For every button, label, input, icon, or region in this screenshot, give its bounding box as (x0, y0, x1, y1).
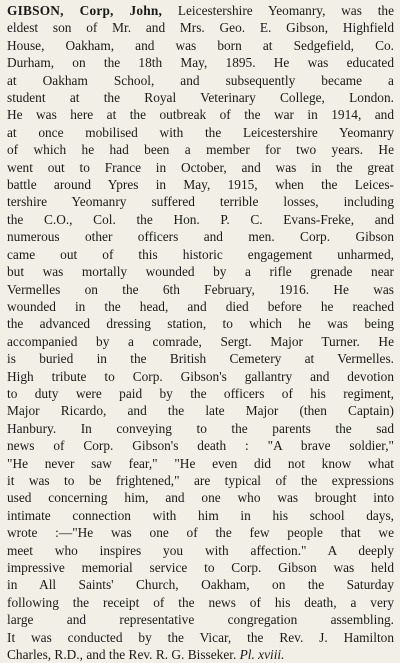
text-line: tershire Yeomanry suffered terrible losses, including (7, 194, 394, 210)
text-line: intimate connection with him in his school days, (7, 507, 394, 523)
text-line: wounded in the head, and died before he reached (7, 298, 394, 314)
text-line: High tribute to Corp. Gibson's gallantry and devotion (7, 368, 394, 384)
text-line: large and representative congregation assembling. (7, 612, 394, 628)
text-line: but was mortally wounded by a rifle grenade near (7, 264, 394, 280)
text-line: at Oakham School, and subsequently became a (7, 72, 394, 88)
text-line-final: It was conducted by the Vicar, the Rev. J. Hamilton (7, 629, 394, 645)
text-line: battle around Ypres in May, 1915, when the Leices- (7, 177, 394, 193)
text-line-closing (7, 646, 394, 663)
text-line: used concerning him, and one who was brought into (7, 490, 394, 506)
text-line: impressive memorial service to Corp. Gibson was held (7, 560, 394, 575)
text-line: of which he had been a member for two years. He (7, 142, 394, 158)
text-line: came out of this historic engagement unharmed, (7, 246, 394, 262)
text-line-1 (7, 2, 394, 19)
text-line: House, Oakham, and was born at Sedgefield, Co. (7, 37, 394, 53)
entry-heading: GIBSON, Corp, John, (7, 3, 163, 18)
text-line: went out to France in October, and was in the great (7, 159, 394, 175)
entry-first-line-text: Leicestershire Yeomanry, was the (177, 3, 394, 18)
text-line: it was to be frightened," are typical of the expressions (7, 472, 394, 488)
text-line: is buried in the British Cemetery at Vermelles. (7, 351, 394, 367)
text-line: wrote :—"He was one of the few people that we (7, 525, 394, 541)
text-line: following the receipt of the news of his death, a very (7, 594, 394, 610)
text-line: He was here at the outbreak of the war in 1914, and (7, 107, 394, 123)
text-line: in All Saints' Church, Oakham, on the Saturday (7, 577, 394, 593)
text-line: accompanied by a comrade, Sergt. Major Turner. He (7, 333, 394, 349)
text-line: student at the Royal Veterinary College, London. (7, 90, 394, 106)
text-line: Durham, on the 18th May, 1895. He was educated (7, 55, 394, 71)
text-line: eldest son of Mr. and Mrs. Geo. E. Gibson, Highfield (7, 20, 394, 36)
text-line: the advanced dressing station, to which he was being (7, 316, 394, 332)
text-line: the C.O., Col. the Hon. P. C. Evans-Freke, and (7, 211, 394, 227)
text-line: Major Ricardo, and the late Major (then Captain) (7, 403, 394, 419)
text-line: to duty were paid by the officers of his regiment, (7, 385, 394, 401)
closing-text: Charles, R.D., and the Rev. R. G. Bisseker. (7, 647, 237, 663)
entry-body (7, 19, 394, 628)
text-line: numerous other officers and men. Corp. Gibson (7, 229, 394, 245)
plate-reference: Pl. xviii. (239, 647, 285, 663)
text-line: news of Corp. Gibson's death : "A brave soldier," (7, 438, 394, 454)
text-line: meet who inspires you with affection." A deeply (7, 542, 394, 558)
text-line: at once mobilised with the Leicestershire Yeomanry (7, 124, 394, 140)
text-line: Vermelles on the 6th February, 1916. He was (7, 281, 394, 297)
text-line: "He never saw fear," "He even did not know what (7, 455, 394, 471)
text-line: Hanbury. In conveying to the parents the sad (7, 420, 394, 436)
